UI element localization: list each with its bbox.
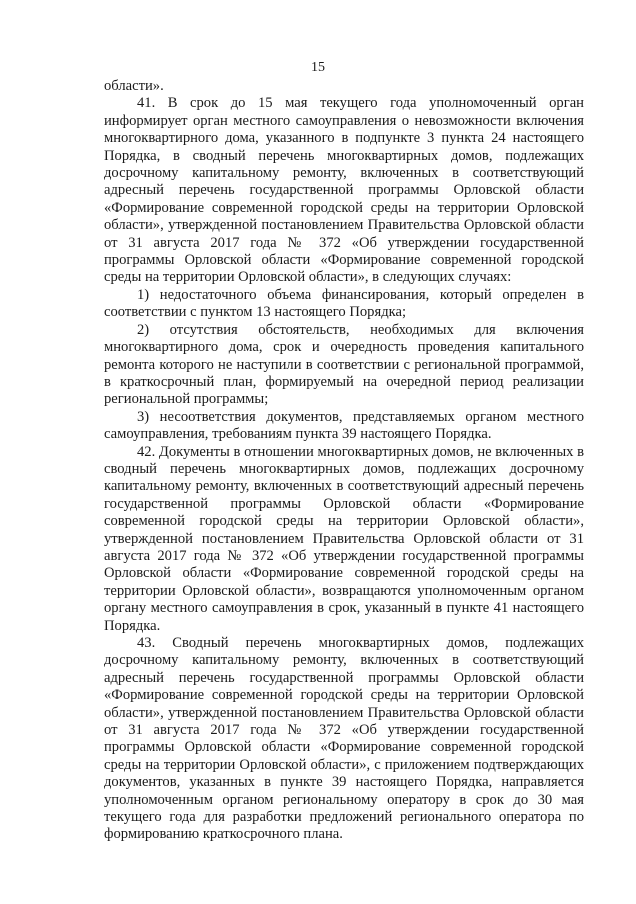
paragraph-41-item-2: 2) отсутствия обстоятельств, необходимых для включения многоквартирного дома, срок и очередность проведения капитального ремонта которого не наступили в соответствии с региональной программой, в краткосрочный план, формируемый на очередной период реализации региональной программы; — [104, 321, 584, 408]
paragraph-41-item-3: 3) несоответствия документов, представляемых органом местного самоуправления, требованиям пункта 39 настоящего Порядка. — [104, 408, 584, 443]
paragraph-41: 41. В срок до 15 мая текущего года уполномоченный орган информирует орган местного самоуправления о невозможности включения многоквартирного дома, указанного в подпункте 3 пункта 24 настоящего Порядка, в сводный перечень многоквартирных домов, подлежащих досрочному капитальному ремонту, включенных в соответствующий адресный перечень государственной программы Орловской области «Формирование современной городской среды на территории Орловской области», утвержденной постановлением Правительства Орловской области от 31 августа 2017 года № 372 «Об утверждении государственной программы Орловской области «Формирование современной городской среды на территории Орловской области», в следующих случаях: — [104, 95, 584, 286]
page-number: 15 — [311, 60, 325, 75]
paragraph-42: 42. Документы в отношении многоквартирных домов, не включенных в сводный перечень многоквартирных домов, подлежащих досрочному капитальному ремонту, включенных в соответствующий адресный перечень государственной программы Орловской области «Формирование современной городской среды на территории Орловской области», утвержденной постановлением Правительства Орловской области от 31 августа 2017 года № 372 «Об утверждении государственной программы Орловской области «Формирование современной городской среды на территории Орловской области», возвращаются уполномоченным органом органу местного самоуправления в срок, указанный в пункте 41 настоящего Порядка. — [104, 443, 584, 634]
paragraph-41-item-1: 1) недостаточного объема финансирования, который определен в соответствии с пунктом 13 настоящего Порядка; — [104, 286, 584, 321]
paragraph-continuation: области». — [104, 78, 164, 94]
paragraph-43: 43. Сводный перечень многоквартирных домов, подлежащих досрочному капитальному ремонту, включенных в соответствующий адресный перечень государственной программы Орловской области «Формирование современной городской среды на территории Орловской области», утвержденной постановлением Правительства Орловской области от 31 августа 2017 года № 372 «Об утверждении государственной программы Орловской области «Формирование современной городской среды на территории Орловской области», с приложением подтверждающих документов, указанных в пункте 39 настоящего Порядка, направляется уполномоченным органом региональному оператору в срок до 30 мая текущего года для разработки предложений регионального оператора по формированию краткосрочного плана. — [104, 635, 584, 843]
document-body — [104, 78, 584, 844]
